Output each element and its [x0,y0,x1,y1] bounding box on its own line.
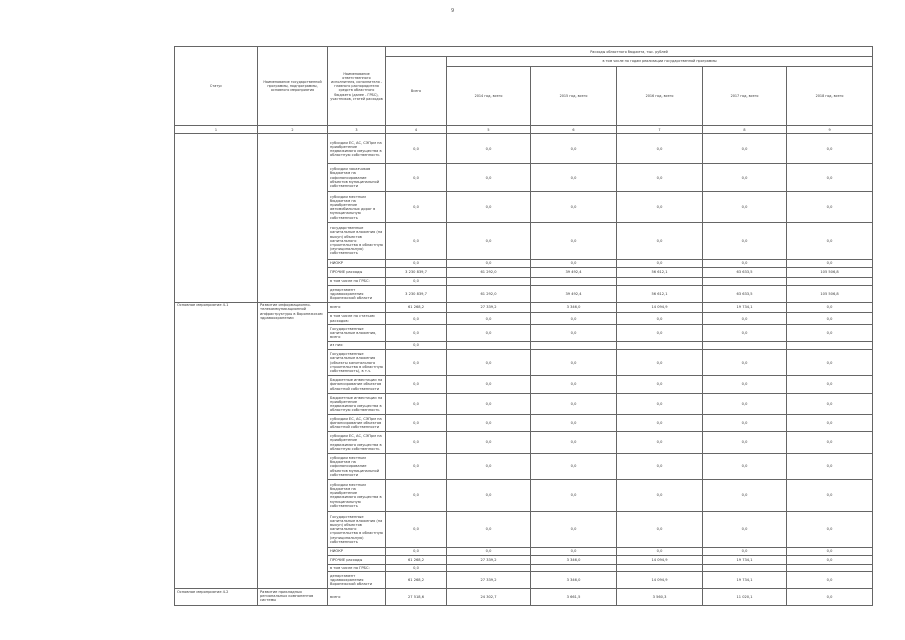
amount-cell: 19 734,1 [703,555,787,564]
amount-cell: 63 633,5 [703,267,787,277]
amount-cell: 27 339,2 [447,555,531,564]
amount-cell: 0,0 [447,480,531,511]
table-row [175,589,873,606]
amount-cell: 0,0 [787,432,873,454]
amount-cell: 0,0 [447,547,531,555]
amount-cell: 0,0 [386,511,447,547]
expense-item-label: в том числе по статьям расходов: [328,313,386,325]
column-numbers-row [175,126,873,134]
amount-cell: 0,0 [386,565,447,572]
table-row [175,134,873,164]
amount-cell: 63 633,5 [703,285,787,302]
amount-cell [703,277,787,285]
amount-cell: 0,0 [787,302,873,312]
amount-cell: 0,0 [703,313,787,325]
amount-cell: 0,0 [531,480,617,511]
amount-cell: 39 492,4 [531,285,617,302]
amount-cell: 0,0 [703,192,787,223]
header-executors: Наименование ответственного исполнителя, исполнителя - главного распорядителя средств областного бюджета (далее - ГРБС), участников, статей расходов [328,47,386,126]
header-status: Статус [175,47,258,126]
amount-cell: 0,0 [531,547,617,555]
expense-item-label: субсидии местным бюджетам на приобретение автомобильных дорог в муниципальную собственность [328,192,386,223]
expense-item-label: Бюджетные инвестиции на финансирование объектов областной собственности [328,376,386,393]
expense-item-label: Государственные капитальные вложения (объекты капитального строительства в областную собственность), в т.ч. [328,349,386,375]
amount-cell [703,341,787,349]
amount-cell: 0,0 [787,393,873,415]
amount-cell: 0,0 [617,547,703,555]
amount-cell: 3 230 839,7 [386,285,447,302]
amount-cell [617,277,703,285]
amount-cell: 0,0 [531,313,617,325]
header-year-2016: 2016 год, всего [617,66,703,126]
amount-cell: 0,0 [787,572,873,589]
amount-cell: 0,0 [447,313,531,325]
amount-cell [447,277,531,285]
amount-cell: 0,0 [703,547,787,555]
column-number: 4 [386,126,447,134]
row-program-name: Развитие информационно-телекоммуникационной инфраструктуры в Воронежском здравоохранении [258,302,328,588]
amount-cell: 0,0 [386,259,447,267]
amount-cell: 0,0 [787,325,873,342]
amount-cell: 0,0 [787,555,873,564]
column-number: 8 [703,126,787,134]
amount-cell: 0,0 [617,164,703,192]
column-number: 6 [531,126,617,134]
amount-cell: 14 094,9 [617,555,703,564]
amount-cell [531,341,617,349]
amount-cell: 0,0 [617,259,703,267]
amount-cell: 0,0 [531,432,617,454]
amount-cell: 0,0 [447,393,531,415]
amount-cell: 0,0 [386,376,447,393]
amount-cell: 0,0 [703,453,787,479]
expense-item-label: субсидии ЕС, АС, СЭПрм на приобретение недвижимого имущества в областную собственность [328,432,386,454]
header-total: Всего [386,57,447,126]
amount-cell: 0,0 [787,511,873,547]
amount-cell: 0,0 [787,259,873,267]
amount-cell: 0,0 [531,134,617,164]
amount-cell: 0,0 [386,349,447,375]
amount-cell: 0,0 [787,547,873,555]
amount-cell: 0,0 [703,376,787,393]
amount-cell: 0,0 [386,432,447,454]
expense-item-label: в том числе по ГРБС: [328,277,386,285]
row-status-empty [175,134,258,302]
column-number: 3 [328,126,386,134]
amount-cell: 3 230 839,7 [386,267,447,277]
amount-cell: 0,0 [386,415,447,432]
amount-cell: 0,0 [787,349,873,375]
amount-cell: 0,0 [617,313,703,325]
amount-cell: 0,0 [617,415,703,432]
amount-cell: 0,0 [617,432,703,454]
expense-item-label: из них: [328,341,386,349]
amount-cell: 0,0 [787,223,873,259]
amount-cell: 0,0 [447,164,531,192]
amount-cell: 0,0 [447,511,531,547]
amount-cell: 0,0 [703,134,787,164]
amount-cell: 3 346,0 [531,572,617,589]
amount-cell: 0,0 [787,164,873,192]
header-year-2017: 2017 год, всего [703,66,787,126]
amount-cell: 0,0 [386,393,447,415]
amount-cell: 0,0 [531,393,617,415]
amount-cell: 0,0 [386,134,447,164]
amount-cell: 0,0 [787,480,873,511]
amount-cell: 61 268,2 [386,302,447,312]
amount-cell: 39 492,4 [531,267,617,277]
expense-item-label: Бюджетные инвестиции на приобретение недвижимого имущества в областную собственность [328,393,386,415]
amount-cell: 0,0 [447,192,531,223]
amount-cell: 0,0 [703,511,787,547]
expense-item-label: департамент здравоохранения Воронежской области [328,285,386,302]
amount-cell: 11 020,1 [703,589,787,606]
expense-item-label: НИОКР [328,547,386,555]
amount-cell: 0,0 [531,511,617,547]
header-year-2018: 2018 год, всего [787,66,873,126]
amount-cell [617,341,703,349]
amount-cell: 105 506,8 [787,267,873,277]
amount-cell: 0,0 [531,453,617,479]
amount-cell: 14 094,9 [617,302,703,312]
amount-cell: 61 268,2 [386,572,447,589]
expense-item-label: субсидии ЕС, АС, СЭПрм на приобретение недвижимого имущества в областную собственность [328,134,386,164]
amount-cell: 0,0 [617,134,703,164]
column-number: 9 [787,126,873,134]
amount-cell: 27 339,2 [447,572,531,589]
amount-cell: 0,0 [531,164,617,192]
amount-cell [703,565,787,572]
amount-cell: 0,0 [531,376,617,393]
amount-cell: 3 346,0 [531,555,617,564]
amount-cell: 0,0 [447,259,531,267]
amount-cell: 0,0 [386,547,447,555]
amount-cell: 19 734,1 [703,572,787,589]
amount-cell: 0,0 [787,376,873,393]
amount-cell: 0,0 [386,341,447,349]
amount-cell: 56 612,1 [617,267,703,277]
amount-cell: 24 302,7 [447,589,531,606]
expense-item-label: субсидии заказчиков бюджетам на софинансирование объектов муниципальной собственности [328,164,386,192]
row-program-name: Развитие прикладных региональных компонентов системы [258,589,328,606]
amount-cell: 0,0 [703,223,787,259]
amount-cell: 19 734,1 [703,302,787,312]
amount-cell: 0,0 [447,415,531,432]
amount-cell: 0,0 [787,415,873,432]
column-number: 7 [617,126,703,134]
amount-cell: 0,0 [386,277,447,285]
row-status: Основное мероприятие 4.2 [175,589,258,606]
amount-cell: 0,0 [703,393,787,415]
header-year-2015: 2015 год, всего [531,66,617,126]
expense-item-label: департамент здравоохранения Воронежской области [328,572,386,589]
amount-cell [531,277,617,285]
amount-cell: 0,0 [787,192,873,223]
column-number: 2 [258,126,328,134]
amount-cell: 14 094,9 [617,572,703,589]
amount-cell: 0,0 [447,134,531,164]
amount-cell: 0,0 [787,134,873,164]
amount-cell: 0,0 [386,313,447,325]
expense-item-label: Государственные капитальные вложения (на выкуп) объектов капитального строительства в областную (муниципальную) собственность [328,511,386,547]
amount-cell [787,341,873,349]
expense-item-label: НИОКР [328,259,386,267]
amount-cell: 0,0 [787,313,873,325]
amount-cell: 0,0 [386,164,447,192]
amount-cell [531,565,617,572]
amount-cell: 0,0 [617,349,703,375]
amount-cell: 0,0 [531,349,617,375]
amount-cell [787,277,873,285]
amount-cell: 0,0 [617,511,703,547]
amount-cell: 0,0 [447,376,531,393]
amount-cell: 0,0 [703,164,787,192]
header-expenses: Расходы областного бюджета, тыс. рублей [386,47,873,57]
column-number: 1 [175,126,258,134]
amount-cell: 0,0 [447,223,531,259]
amount-cell [447,341,531,349]
row-program-name-empty [258,134,328,302]
amount-cell: 0,0 [386,223,447,259]
amount-cell: 0,0 [447,325,531,342]
amount-cell: 3 661,5 [531,589,617,606]
expense-item-label: ПРОЧИЕ расходы [328,555,386,564]
amount-cell: 0,0 [531,223,617,259]
amount-cell: 27 518,6 [386,589,447,606]
amount-cell: 0,0 [703,432,787,454]
amount-cell: 0,0 [703,415,787,432]
amount-cell: 0,0 [531,192,617,223]
amount-cell: 0,0 [531,325,617,342]
amount-cell: 0,0 [386,453,447,479]
amount-cell: 0,0 [447,432,531,454]
amount-cell: 61 268,2 [386,555,447,564]
amount-cell: 0,0 [531,259,617,267]
amount-cell: 0,0 [617,453,703,479]
amount-cell [447,565,531,572]
header-year-2014: 2014 год, всего [447,66,531,126]
amount-cell: 0,0 [386,480,447,511]
amount-cell: 27 339,2 [447,302,531,312]
expense-item-label: субсидии местным бюджетам на приобретение недвижимого имущества в муниципальную собственность [328,480,386,511]
amount-cell: 0,0 [617,393,703,415]
amount-cell: 0,0 [787,453,873,479]
page-number: 9 [451,8,455,14]
row-status: Основное мероприятие 4.1 [175,302,258,588]
header-program-name: Наименование государственной программы, подпрограммы, основного мероприятия [258,47,328,126]
amount-cell: 56 612,1 [617,285,703,302]
amount-cell [787,565,873,572]
amount-cell: 0,0 [617,192,703,223]
amount-cell [617,565,703,572]
amount-cell: 0,0 [703,325,787,342]
amount-cell: 61 292,0 [447,285,531,302]
expense-item-label: государственные капитальные вложения (на выкуп) объектов капитального строительства в областную (муниципальную) собственность [328,223,386,259]
amount-cell: 0,0 [787,589,873,606]
expense-item-label: субсидии ЕС, АС, СЭПрм на финансирование объектов областной собственности [328,415,386,432]
budget-table [174,46,873,606]
amount-cell: 0,0 [617,223,703,259]
amount-cell: 0,0 [617,325,703,342]
amount-cell: 0,0 [617,480,703,511]
table-row [175,302,873,312]
amount-cell: 0,0 [447,453,531,479]
expense-item-label: всего [328,589,386,606]
expense-item-label: субсидии местным бюджетам на софинансирование объектов муниципальной собственности [328,453,386,479]
expense-item-label: ПРОЧИЕ расходы [328,267,386,277]
amount-cell: 0,0 [386,192,447,223]
amount-cell: 61 292,0 [447,267,531,277]
amount-cell: 0,0 [531,415,617,432]
amount-cell: 0,0 [703,349,787,375]
expense-item-label: всего [328,302,386,312]
amount-cell: 3 346,0 [531,302,617,312]
amount-cell: 0,0 [617,376,703,393]
expense-item-label: в том числе по ГРБС: [328,565,386,572]
amount-cell: 0,0 [703,480,787,511]
expense-item-label: Государственные капитальные вложения, всего [328,325,386,342]
amount-cell: 3 560,3 [617,589,703,606]
amount-cell: 105 506,8 [787,285,873,302]
amount-cell: 0,0 [447,349,531,375]
amount-cell: 0,0 [703,259,787,267]
amount-cell: 0,0 [386,325,447,342]
header-years-group: в том числе по годам реализации государственной программы [447,57,873,66]
column-number: 5 [447,126,531,134]
